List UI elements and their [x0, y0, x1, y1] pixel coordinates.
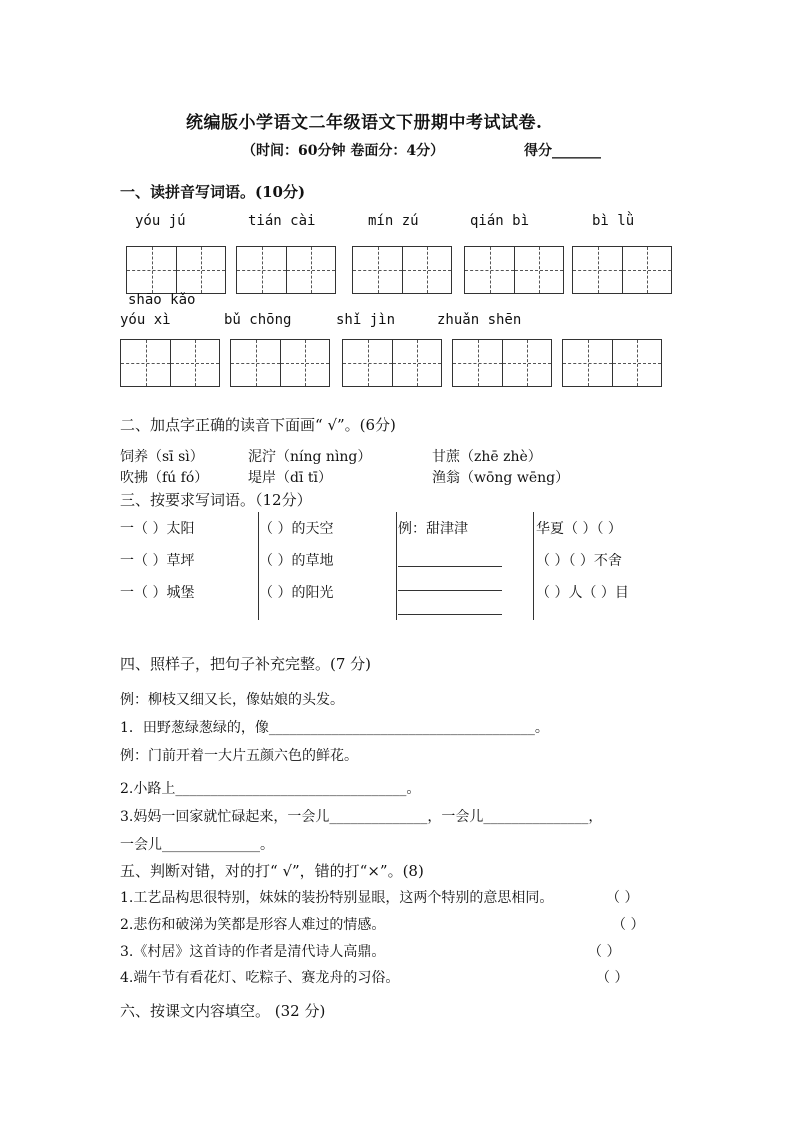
section-4-heading: 四、照样子，把句子补充完整。(7 分): [120, 655, 372, 673]
pinyin: bì lǜ: [592, 213, 635, 229]
fill-blank[interactable]: （ ）人（ ）目: [536, 585, 629, 601]
writing-grid[interactable]: [352, 246, 452, 294]
example-word: 例：甜津津: [398, 521, 468, 537]
divider: [533, 512, 534, 620]
pronunciation-item[interactable]: 渔翁（wōng wēng）: [432, 470, 570, 486]
page-title: 统编版小学语文二年级语文下册期中考试试卷.: [186, 113, 543, 133]
writing-grid[interactable]: [464, 246, 564, 294]
writing-grid[interactable]: [236, 246, 336, 294]
pronunciation-item[interactable]: 泥泞（níng nìng）: [248, 449, 372, 465]
judge-answer[interactable]: （ ）: [588, 944, 621, 960]
sentence-question[interactable]: 一会儿______________。: [120, 837, 274, 853]
answer-line[interactable]: [398, 590, 502, 591]
pronunciation-item[interactable]: 甘蔗（zhē zhè）: [432, 449, 542, 465]
section-5-heading: 五、判断对错，对的打“ √”，错的打“×”。(8): [120, 862, 424, 880]
pinyin: shāo kǎo: [128, 292, 196, 308]
score-label: 得分_______: [524, 143, 601, 159]
pinyin: yóu jú: [135, 213, 186, 229]
judge-item: 1.工艺品构思很特别，妹妹的装扮特别显眼，这两个特别的意思相同。: [120, 890, 554, 906]
pinyin: yóu xì: [120, 312, 171, 328]
judge-item: 3.《村居》这首诗的作者是清代诗人高鼎。: [120, 944, 386, 960]
sentence-question[interactable]: 2.小路上_________________________________。: [120, 781, 421, 797]
writing-grid[interactable]: [120, 339, 220, 387]
section-1-heading: 一、读拼音写词语。(10分): [120, 183, 306, 201]
pinyin: qián bì: [470, 213, 530, 229]
fill-blank[interactable]: 一（ ）城堡: [120, 585, 195, 601]
writing-grid[interactable]: [230, 339, 330, 387]
example-sentence: 例：门前开着一大片五颜六色的鲜花。: [120, 748, 358, 764]
writing-grid[interactable]: [562, 339, 662, 387]
judge-answer[interactable]: （ ）: [612, 917, 645, 933]
answer-line[interactable]: [398, 566, 502, 567]
pronunciation-item[interactable]: 吹拂（fú fó）: [120, 470, 209, 486]
fill-blank[interactable]: （ ）的天空: [259, 521, 334, 537]
writing-grid[interactable]: [126, 246, 226, 294]
fill-blank[interactable]: 一（ ）太阳: [120, 521, 195, 537]
pronunciation-item[interactable]: 饲养（sī sì）: [120, 449, 204, 465]
fill-blank[interactable]: （ ）的阳光: [259, 585, 334, 601]
judge-answer[interactable]: （ ）: [606, 890, 639, 906]
fill-blank[interactable]: 华夏（ ）（ ）: [536, 521, 622, 537]
judge-answer[interactable]: （ ）: [596, 970, 629, 986]
writing-grid[interactable]: [572, 246, 672, 294]
section-6-heading: 六、按课文内容填空。 (32 分): [120, 1002, 326, 1020]
sentence-question[interactable]: 3.妈妈一回家就忙碌起来，一会儿______________，一会儿_______________，: [120, 809, 603, 825]
section-3-heading: 三、按要求写词语。（12分）: [120, 491, 312, 509]
section-2-heading: 二、加点字正确的读音下面画“ √”。(6分): [120, 416, 396, 434]
pinyin: zhuǎn shēn: [437, 312, 522, 328]
pinyin: mín zú: [368, 213, 419, 229]
sentence-question[interactable]: 1．田野葱绿葱绿的，像______________________________________。: [120, 720, 549, 736]
fill-blank[interactable]: （ ）的草地: [259, 553, 334, 569]
pinyin: shǐ jìn: [336, 312, 396, 328]
pronunciation-item[interactable]: 堤岸（dī tī）: [248, 470, 332, 486]
pinyin: bǔ chōng: [224, 312, 292, 328]
answer-line[interactable]: [398, 614, 502, 615]
example-sentence: 例：柳枝又细又长，像姑娘的头发。: [120, 692, 344, 708]
fill-blank[interactable]: 一（ ）草坪: [120, 553, 195, 569]
fill-blank[interactable]: （ ）（ ）不舍: [536, 553, 622, 569]
judge-item: 2.悲伤和破涕为笑都是形容人难过的情感。: [120, 917, 386, 933]
exam-meta: （时间：60分钟 卷面分：4分）: [242, 143, 445, 159]
divider: [396, 512, 397, 620]
pinyin: tián cài: [248, 213, 316, 229]
writing-grid[interactable]: [452, 339, 552, 387]
judge-item: 4.端午节有看花灯、吃粽子、赛龙舟的习俗。: [120, 970, 400, 986]
writing-grid[interactable]: [342, 339, 442, 387]
